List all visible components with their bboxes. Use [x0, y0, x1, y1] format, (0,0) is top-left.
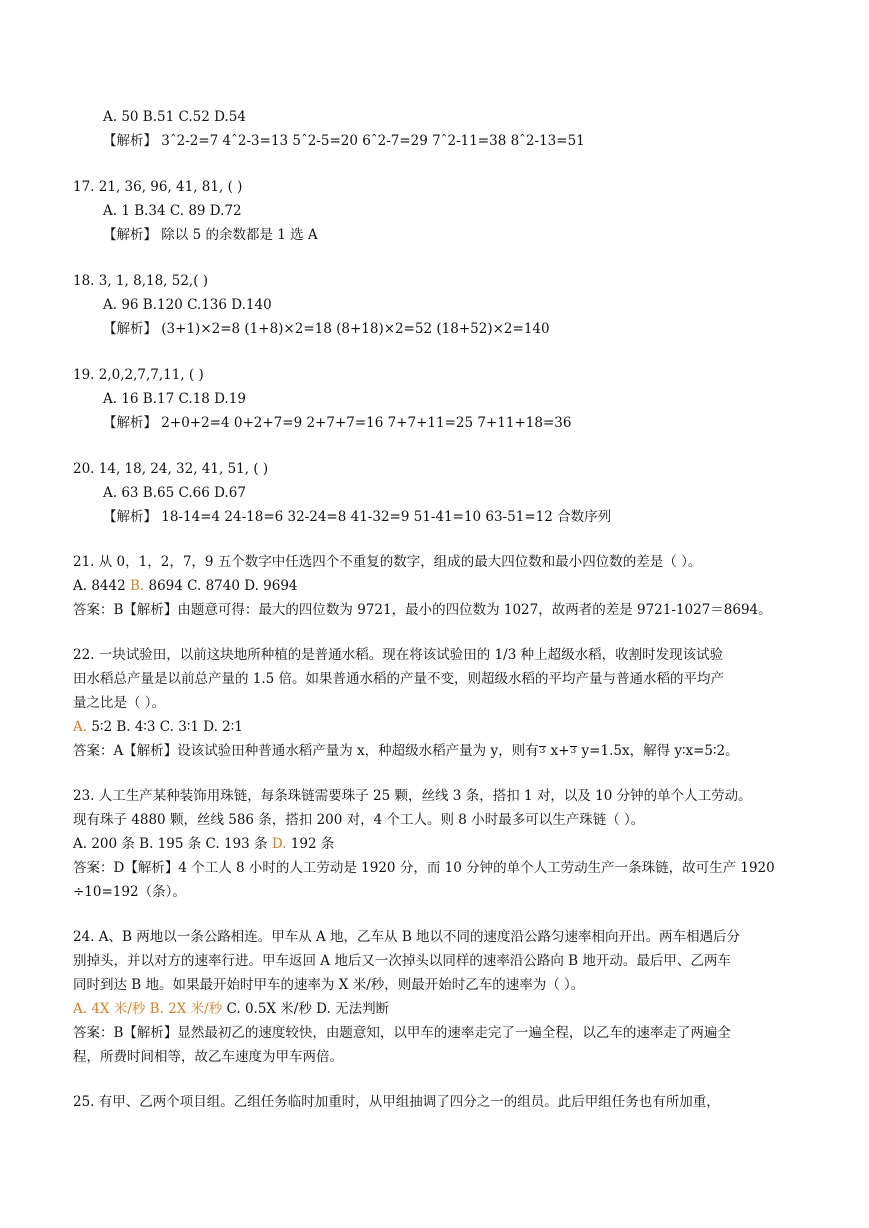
q23-answer-line2: ÷10=192（条）。 — [73, 884, 186, 900]
q21-question: 21. 从 0，1，2，7，9 五个数字中任选四个不重复的数字，组成的最大四位数和最小四位数的差是（ ）。 — [73, 554, 702, 570]
q19-analysis: 【解析】 2+0+2=4 0+2+7=9 2+7+7=16 7+7+11=25 7+11+18=36 — [103, 415, 572, 431]
q21-option-a: A. 8442 — [73, 578, 130, 594]
q23-option-pre: A. 200 条 B. 195 条 C. 193 条 — [73, 836, 272, 852]
q24-answer-line2: 程，所费时间相等，故乙车速度为甲车两倍。 — [73, 1049, 343, 1065]
q18-question: 18. 3, 1, 8,18, 52,( ) — [73, 273, 209, 289]
q20-analysis: 【解析】 18-14=4 24-18=6 32-24=8 41-32=9 51-41=10 63-51=12 合数序列 — [103, 509, 612, 525]
q22-option-a-highlight: A. — [73, 719, 88, 735]
q23-question-line2: 现有珠子 4880 颗，丝线 586 条，搭扣 200 对，4 个工人。则 8 小时最多可以生产珠链（ ）。 — [73, 812, 645, 828]
q23-answer-line1: 答案：D【解析】4 个工人 8 小时的人工劳动是 1920 分，而 10 分钟的单个人工劳动生产一条珠链，故可生产 1920 — [73, 860, 775, 876]
q21-options — [73, 577, 298, 595]
q24-answer-line1: 答案：B【解析】显然最初乙的速度较快，由题意知，以甲车的速率走完了一遍全程，以乙车的速率走了两遍全 — [73, 1025, 731, 1041]
q22-option-rest: 5∶2 B. 4∶3 C. 3∶1 D. 2∶1 — [87, 719, 243, 735]
q24-options — [73, 1000, 389, 1018]
q23-option-post: 192 条 — [286, 836, 335, 852]
q24-question-line2: 别掉头，并以对方的速率行进。甲车返回 A 地后又一次掉头以同样的速率沿公路向 B 地开动。最后甲、乙两车 — [73, 953, 731, 969]
q17-question: 17. 21, 36, 96, 41, 81, ( ) — [73, 179, 243, 195]
q24-question-line3: 同时到达 B 地。如果最开始时甲车的速率为 X 米/秒，则最开始时乙车的速率为（ ）。 — [73, 977, 585, 993]
q17-options: A. 1 B.34 C. 89 D.72 — [103, 203, 242, 219]
q18-analysis: 【解析】 (3+1)×2=8 (1+8)×2=18 (8+18)×2=52 (18+52)×2=140 — [103, 321, 550, 337]
q25-question-line1: 25. 有甲、乙两个项目组。乙组任务临时加重时，从甲组抽调了四分之一的组员。此后甲组任务也有所加重， — [73, 1094, 720, 1110]
q22-question-line3: 量之比是（ ）。 — [73, 695, 166, 711]
q17-analysis: 【解析】 除以 5 的余数都是 1 选 A — [103, 227, 318, 243]
q24-option-rest: C. 0.5X 米/秒 D. 无法判断 — [222, 1001, 390, 1017]
q22-answer-post: y=1.5x，解得 y∶x=5∶2。 — [577, 743, 739, 759]
q22-answer — [73, 742, 739, 760]
q16-options: A. 50 B.51 C.52 D.54 — [103, 109, 246, 125]
q19-question: 19. 2,0,2,7,7,11, ( ) — [73, 367, 204, 383]
q21-option-rest: 8694 C. 8740 D. 9694 — [144, 578, 298, 594]
q19-options: A. 16 B.17 C.18 D.19 — [103, 391, 246, 407]
q20-question: 20. 14, 18, 24, 32, 41, 51, ( ) — [73, 461, 269, 477]
q24-question-line1: 24. A、B 两地以一条公路相连。甲车从 A 地，乙车从 B 地以不同的速度沿公路匀速率相向开出。两车相遇后分 — [73, 929, 741, 945]
q23-options — [73, 835, 334, 853]
q24-option-ab-highlight: A. 4X 米/秒 B. 2X 米/秒 — [73, 1001, 223, 1017]
q22-fraction-1: 3 — [539, 746, 546, 756]
q21-answer: 答案：B【解析】由题意可得：最大的四位数为 9721，最小的四位数为 1027，故两者的差是 9721-1027＝8694。 — [73, 602, 772, 618]
q20-options: A. 63 B.65 C.66 D.67 — [103, 485, 246, 501]
q22-question-line2: 田水稻总产量是以前总产量的 1.5 倍。如果普通水稻的产量不变，则超级水稻的平均产量与普通水稻的平均产 — [73, 671, 725, 687]
q22-question-line1: 22. 一块试验田，以前这块地所种植的是普通水稻。现在将该试验田的 1/3 种上超级水稻，收割时发现该试验 — [73, 647, 724, 663]
q22-answer-mid: x+ — [546, 743, 570, 759]
q21-option-b-highlight: B. — [129, 578, 145, 594]
q16-analysis: 【解析】 3ˆ2-2=7 4ˆ2-3=13 5ˆ2-5=20 6ˆ2-7=29 7ˆ2-11=38 8ˆ2-13=51 — [103, 133, 585, 149]
q23-option-d-highlight: D. — [271, 836, 287, 852]
q22-options — [73, 718, 243, 736]
q22-fraction-2: 3 — [570, 746, 577, 756]
q23-question-line1: 23. 人工生产某种装饰用珠链，每条珠链需要珠子 25 颗，丝线 3 条，搭扣 1 对，以及 10 分钟的单个人工劳动。 — [73, 788, 752, 804]
q18-options: A. 96 B.120 C.136 D.140 — [103, 297, 272, 313]
q22-answer-pre: 答案：A【解析】设该试验田种普通水稻产量为 x，种超级水稻产量为 y，则有 — [73, 743, 539, 759]
